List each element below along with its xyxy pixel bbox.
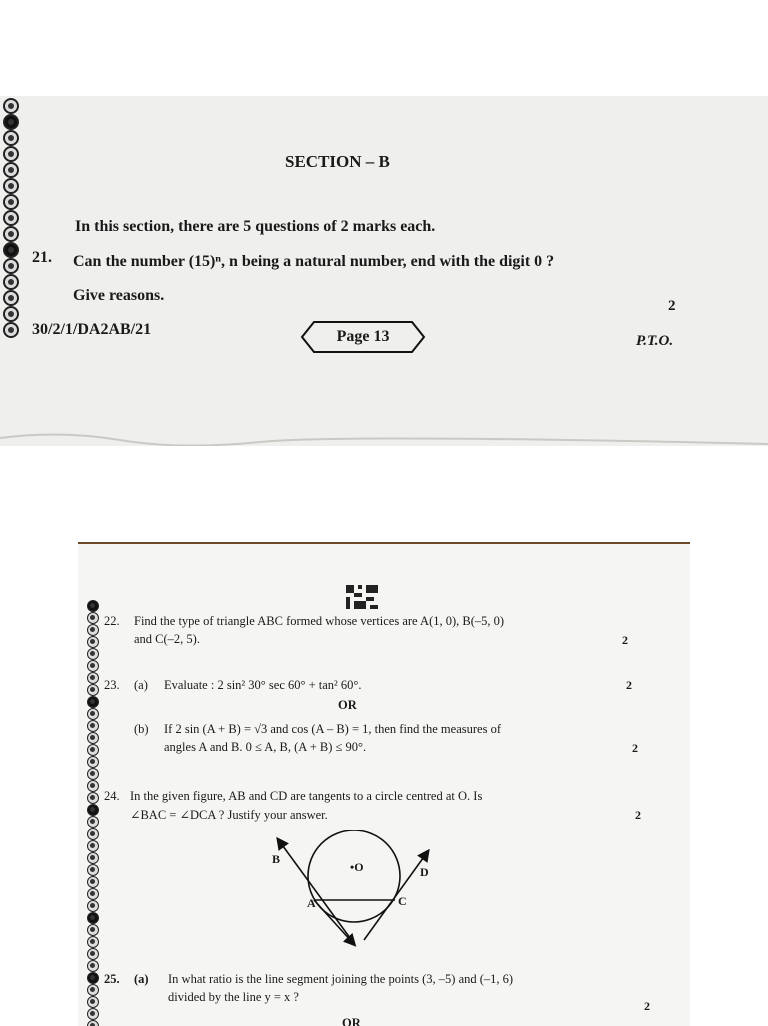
question-number: 24.: [104, 789, 120, 803]
question-text: In the given figure, AB and CD are tangents to a circle centred at O. Is: [130, 789, 483, 803]
question-text: Find the type of triangle ABC formed whose vertices are A(1, 0), B(–5, 0): [134, 614, 505, 628]
point-label-a: A: [307, 896, 316, 910]
center-label-o: •O: [350, 860, 364, 874]
qr-code-icon: [346, 584, 378, 610]
point-label-d: D: [420, 865, 429, 879]
section-title: SECTION – B: [285, 152, 390, 171]
question-number: 25.: [104, 972, 120, 986]
point-label-c: C: [398, 894, 407, 908]
exam-page-13: [0, 96, 768, 446]
page-label: Page 13: [336, 328, 390, 345]
question-marks: 2: [622, 633, 628, 647]
question-text: Give reasons.: [73, 287, 165, 304]
question-number: 22.: [104, 614, 120, 628]
question-number: 21.: [32, 249, 52, 266]
exam-page-14: [78, 542, 690, 1026]
question-marks: 2: [626, 678, 632, 692]
page-number-badge: [300, 320, 426, 354]
question-text: Can the number (15)ⁿ, n being a natural number, end with the digit 0 ?: [73, 253, 555, 270]
section-instructions: In this section, there are 5 questions of 2 marks each.: [75, 218, 436, 235]
point-label-b: B: [272, 852, 281, 866]
option-label: (a): [134, 972, 149, 986]
paper-code: 30/2/1/DA2AB/21: [32, 321, 152, 338]
question-marks: 2: [644, 999, 650, 1013]
question-text: If 2 sin (A + B) = √3 and cos (A – B) = 1, then find the measures of: [164, 722, 501, 736]
question-number: 23.: [104, 678, 120, 692]
or-divider: OR: [338, 698, 357, 712]
option-label: (b): [134, 722, 149, 736]
please-turn-over: P.T.O.: [636, 333, 674, 349]
spiral-binding: [86, 600, 100, 1026]
tangent-figure: [258, 830, 448, 950]
question-text: Evaluate : 2 sin² 30° sec 60° + tan² 60°.: [164, 678, 362, 692]
question-text: and C(–2, 5).: [134, 632, 200, 646]
question-text: divided by the line y = x ?: [168, 990, 299, 1004]
question-text: In what ratio is the line segment joining the points (3, –5) and (–1, 6): [168, 972, 514, 986]
question-marks: 2: [635, 808, 641, 822]
question-marks: 2: [668, 298, 676, 314]
option-label: (a): [134, 678, 148, 692]
or-divider: OR: [342, 1016, 361, 1026]
page-edge-shadow: [0, 416, 768, 446]
question-marks: 2: [632, 741, 638, 755]
question-text: angles A and B. 0 ≤ A, B, (A + B) ≤ 90°.: [164, 740, 367, 754]
spiral-binding: [0, 98, 22, 338]
question-text: ∠BAC = ∠DCA ? Justify your answer.: [130, 808, 328, 822]
